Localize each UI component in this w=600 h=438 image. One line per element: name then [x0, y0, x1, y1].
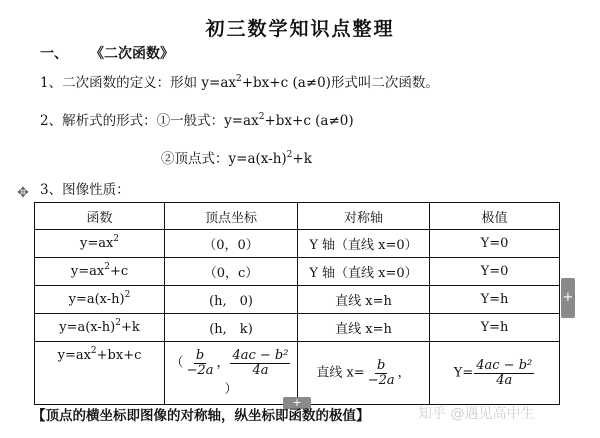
cell-extreme: Y=0: [430, 258, 560, 286]
graph-properties-heading: 3、图像性质：: [40, 182, 130, 198]
cell-axis-formula: 直线 x= $\frac{b}{-2a}$ ，: [298, 342, 430, 405]
vertex-form-sup: 2: [286, 150, 293, 160]
section-title: 《二次函数》: [90, 46, 174, 62]
vertex-form-line: [161, 147, 312, 167]
properties-table: [34, 202, 560, 405]
cell-extreme: Y=0: [430, 230, 560, 258]
cell-axis: 直线 x=h: [298, 314, 430, 342]
vertex-form-prefix: ②顶点式：y=a(x-h): [161, 151, 287, 167]
header-extreme: 极值: [430, 203, 560, 230]
cell-vertex: (h, k): [165, 314, 298, 342]
table-move-handle-icon[interactable]: ✥: [17, 185, 29, 201]
cell-function: $y=ax^2+bx+c$: [35, 342, 165, 405]
watermark: 知乎 @遇见高中生: [418, 406, 535, 422]
cell-axis: 直线 x=h: [298, 286, 430, 314]
general-form-prefix: 2、解析式的形式：①一般式：y=ax: [40, 113, 259, 129]
header-function: 函数: [35, 203, 165, 230]
cell-axis: Y 轴（直线 x=0）: [298, 230, 430, 258]
definition-line: [40, 71, 439, 91]
header-axis: 对称轴: [298, 203, 430, 230]
cell-function: $y=ax^2+c$: [35, 258, 165, 286]
fraction-extreme: $\frac{\text{4ac − b²}}{4a}$: [476, 357, 533, 388]
section-number: 一、: [40, 46, 68, 62]
definition-suffix: +bx+c (a≠0)形式叫二次函数。: [241, 75, 439, 91]
cell-extreme: Y=h: [430, 314, 560, 342]
definition-sup: 2: [235, 74, 242, 84]
header-vertex: 顶点坐标: [165, 203, 298, 230]
table-header-row: [35, 203, 560, 230]
cell-extreme-formula: Y= $\frac{\text{4ac − b²}}{4a}$: [430, 342, 560, 405]
cell-extreme: Y=h: [430, 286, 560, 314]
cell-axis: Y 轴（直线 x=0）: [298, 258, 430, 286]
table-row: [35, 314, 560, 342]
vertex-form-suffix: +k: [292, 151, 312, 167]
general-form-sup: 2: [258, 112, 265, 122]
doc-title: 初三数学知识点整理: [205, 18, 395, 40]
cell-function: $y=a(x-h)^2$: [35, 286, 165, 314]
cell-vertex: (h, 0): [165, 286, 298, 314]
cell-vertex: （0，0）: [165, 230, 298, 258]
fraction-axis: $\frac{b}{-2a}$: [367, 357, 395, 388]
fraction-4ac-b2-over-4a: $\frac{\text{4ac − b²}}{4a}$: [232, 348, 289, 378]
cell-vertex-formula: （ $\frac{b}{-2a}$ ， $\frac{\text{4ac − b²}}{4a}$ ）: [165, 342, 298, 405]
table-row: [35, 286, 560, 314]
table-row: [35, 258, 560, 286]
cell-vertex: （0，c）: [165, 258, 298, 286]
general-form-line: [40, 109, 354, 129]
footer-note: 【顶点的横坐标即图像的对称轴，纵坐标即函数的极值】: [32, 408, 370, 424]
cell-function: $y=ax^2$: [35, 230, 165, 258]
add-column-handle[interactable]: +: [561, 278, 575, 318]
cell-function: $y=a(x-h)^2+k$: [35, 314, 165, 342]
table-row: [35, 230, 560, 258]
general-form-suffix: +bx+c (a≠0): [264, 113, 354, 129]
add-row-handle[interactable]: +: [283, 397, 311, 409]
definition-prefix: 1、二次函数的定义：形如 y=ax: [40, 75, 236, 91]
fraction-b-over-2a: $\frac{b}{-2a}$: [186, 348, 214, 378]
